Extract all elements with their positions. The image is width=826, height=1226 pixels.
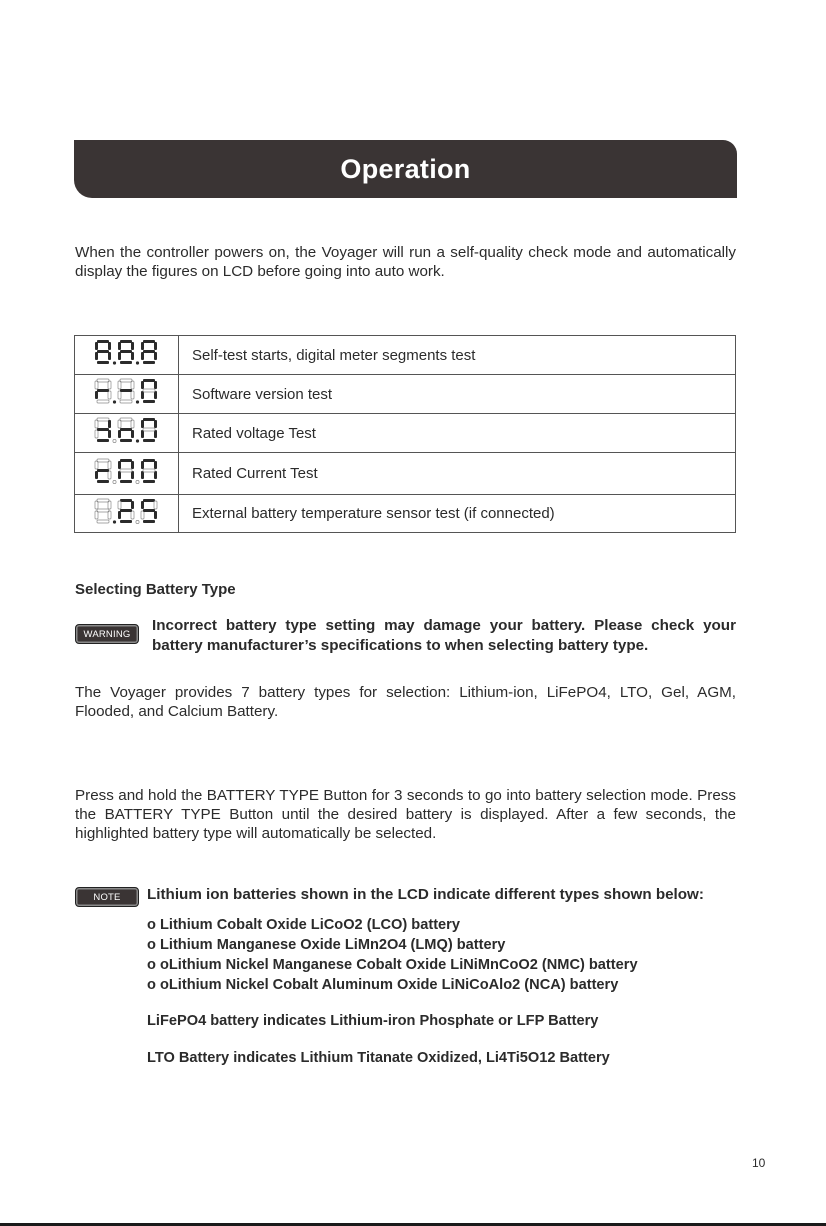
lcd-rated-current-icon xyxy=(91,457,163,487)
lfp-note: LiFePO4 battery indicates Lithium-iron Phosphate or LFP Battery xyxy=(147,1013,599,1029)
page-title: Operation xyxy=(340,153,471,184)
lcd-temperature-sensor-icon xyxy=(91,497,163,527)
table-row xyxy=(75,336,736,375)
list-item: o oLithium Nickel Manganese Cobalt Oxide LiNiMnCoO2 (NMC) battery xyxy=(147,957,638,973)
battery-selection-instructions: Press and hold the BATTERY TYPE Button for 3 seconds to go into battery selection mode. Press the BATTERY TYPE Button until the desired battery is displayed. After a few seconds, the highlighted battery type will automatically be selected. xyxy=(75,787,736,842)
self-test-description: Rated voltage Test xyxy=(179,414,736,453)
self-test-description: Rated Current Test xyxy=(179,453,736,495)
section-banner xyxy=(74,140,737,198)
note-heading: Lithium ion batteries shown in the LCD indicate different types shown below: xyxy=(147,886,704,903)
section-heading: Selecting Battery Type xyxy=(75,581,236,598)
list-item: o Lithium Cobalt Oxide LiCoO2 (LCO) battery xyxy=(147,917,460,933)
lcd-display-cell xyxy=(75,336,179,375)
list-item: o Lithium Manganese Oxide LiMn2O4 (LMQ) battery xyxy=(147,937,506,953)
lithium-types-list xyxy=(147,915,638,995)
intro-paragraph: When the controller powers on, the Voyager will run a self-quality check mode and automatically display the figures on LCD before going into auto work. xyxy=(75,244,736,280)
warning-text: Incorrect battery type setting may damage your battery. Please check your battery manufacturer’s specifications to when selecting battery type. xyxy=(152,617,736,654)
lcd-display-cell xyxy=(75,495,179,533)
table-row xyxy=(75,495,736,533)
self-test-description: External battery temperature sensor test (if connected) xyxy=(179,495,736,533)
table-row xyxy=(75,414,736,453)
table-row xyxy=(75,453,736,495)
battery-types-paragraph: The Voyager provides 7 battery types for selection: Lithium-ion, LiFePO4, LTO, Gel, AGM, Flooded, and Calcium Battery. xyxy=(75,684,736,720)
self-test-description: Self-test starts, digital meter segments test xyxy=(179,336,736,375)
page-number: 10 xyxy=(752,1156,766,1170)
warning-badge: WARNING xyxy=(75,624,139,644)
self-test-description: Software version test xyxy=(179,375,736,414)
self-test-table xyxy=(74,335,736,533)
lcd-rated-voltage-icon xyxy=(91,416,163,446)
lto-note: LTO Battery indicates Lithium Titanate Oxidized, Li4Ti5O12 Battery xyxy=(147,1050,610,1066)
list-item: o oLithium Nickel Cobalt Aluminum Oxide LiNiCoAlo2 (NCA) battery xyxy=(147,977,619,993)
table-row xyxy=(75,375,736,414)
lcd-software-version-icon xyxy=(91,377,163,407)
lcd-display-cell xyxy=(75,414,179,453)
lcd-888-all-segments-icon xyxy=(91,338,163,368)
lcd-display-cell xyxy=(75,453,179,495)
lcd-display-cell xyxy=(75,375,179,414)
note-badge: NOTE xyxy=(75,887,139,907)
